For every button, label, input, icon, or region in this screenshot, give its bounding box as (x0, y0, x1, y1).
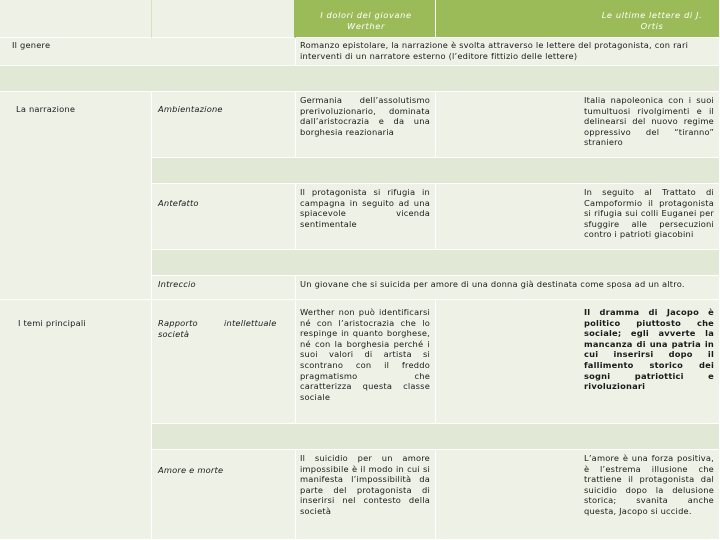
header-ortis-title: Le ultime lettere di J. Ortis (601, 10, 703, 31)
ambientazione-ortis-text: Italia napoleonica con i suoi tumultuosi rivolgimenti e il delinearsi del nuovo regime oppressivo del “tiranno” straniero (584, 95, 714, 148)
antefatto-werther-text: Il protagonista si rifugia in campagna in seguito ad una spiacevole vicenda sentimentale (300, 187, 430, 229)
rapporto-label-2: intellettuale (224, 318, 277, 328)
antefatto-label: Antefatto (158, 198, 199, 208)
temi-label: I temi principali (18, 318, 86, 328)
amore-label: Amore e morte (158, 465, 224, 475)
antefatto-ortis-text: In seguito al Trattato di Campoformio il protagonista si rifugia sui colli Euganei per sfuggire alle persecuzioni contro i patrioti giacobini (584, 187, 714, 240)
rapporto-spacer (152, 424, 720, 450)
intreccio-label: Intreccio (158, 279, 196, 289)
narrazione-label-cell (0, 92, 152, 300)
temi-label-cell (0, 300, 152, 540)
rapporto-werther-text: Werther non può identificarsi né con l’aristocrazia che lo respinge in quanto borghese, né con la borghesia perché i suoi valori di artista si scontrano con il freddo pragmatismo che caratterizza questa classe sociale (300, 307, 430, 402)
genere-text: Romanzo epistolare, la narrazione è svolta attraverso le lettere del protagonista, con rari interventi di un narratore esterno (l’editore fittizio delle lettere) (300, 40, 689, 61)
header-werther-cell (296, 0, 436, 38)
header-werther-title: I dolori del giovane Werther (320, 10, 412, 31)
ambientazione-label-cell (152, 92, 296, 158)
genere-label: Il genere (12, 40, 51, 50)
rapporto-label-3: società (158, 329, 190, 339)
antefatto-spacer (152, 250, 720, 276)
amore-ortis-text: L’amore è una forza positiva, è l’estrema illusione che trattiene il protagonista dal suicidio dopo la delusione storica; svanita anche questa, Jacopo si uccide. (584, 453, 714, 516)
amore-label-cell (152, 450, 296, 540)
rapporto-ortis-text: Il dramma di Jacopo è politico piuttosto che sociale; egli avverte la mancanza di una patria in cui inserirsi dopo il fallimento storico dei sogni patriottici e rivoluzionari (584, 307, 714, 392)
header-empty-cell (152, 0, 296, 38)
intreccio-text: Un giovane che si suicida per amore di una donna già destinata come sposa ad un altro. (300, 279, 685, 289)
header-corner-cell (0, 0, 152, 38)
amore-werther-text: Il suicidio per un amore impossibile è il modo in cui si manifesta l’impossibilità da parte del protagonista di inserirsi nel contesto della società (300, 453, 430, 516)
ambientazione-spacer (152, 158, 720, 184)
antefatto-label-cell (152, 184, 296, 250)
ambientazione-werther-text: Germania dell’assolutismo prerivoluzionario, dominata dall’aristocrazia e da una borghesia reazionaria (300, 95, 430, 137)
rapporto-label-1: Rapporto (158, 318, 198, 328)
genere-spacer-row (0, 66, 720, 92)
narrazione-label: La narrazione (16, 104, 76, 114)
ambientazione-label: Ambientazione (158, 104, 223, 114)
